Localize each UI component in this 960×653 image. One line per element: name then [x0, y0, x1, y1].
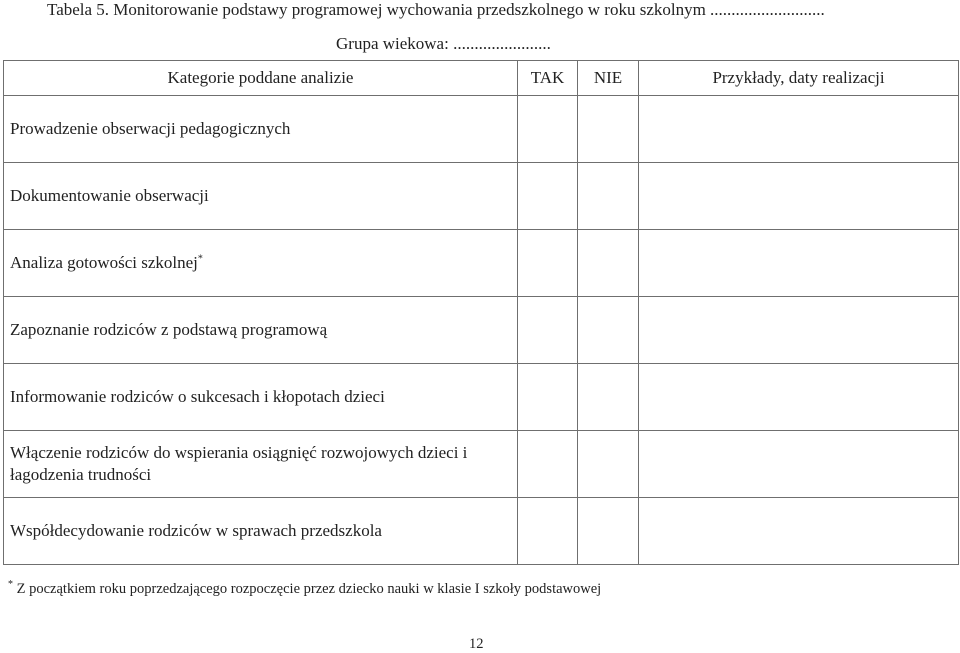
category-cell: [4, 498, 518, 565]
examples-cell[interactable]: [639, 230, 959, 297]
nie-cell[interactable]: [578, 230, 639, 297]
table-header-row: [4, 61, 959, 96]
table-row: [4, 498, 959, 565]
nie-cell[interactable]: [578, 96, 639, 163]
table-row: [4, 297, 959, 364]
category-label: Prowadzenie obserwacji pedagogicznych: [10, 119, 291, 138]
category-label: Analiza gotowości szkolnej: [10, 253, 198, 272]
tak-cell[interactable]: [518, 498, 578, 565]
category-cell: [4, 297, 518, 364]
category-cell: [4, 431, 518, 498]
table-row: [4, 364, 959, 431]
header-categories: Kategorie poddane analizie: [4, 61, 518, 96]
monitoring-table: [3, 60, 959, 565]
footnote: [8, 579, 601, 599]
age-group-label: Grupa wiekowa: .......................: [336, 34, 551, 53]
table-row: [4, 163, 959, 230]
nie-cell[interactable]: [578, 163, 639, 230]
tak-cell[interactable]: [518, 431, 578, 498]
header-nie: NIE: [578, 61, 639, 96]
category-label: Informowanie rodziców o sukcesach i kłopotach dzieci: [10, 387, 385, 406]
examples-cell[interactable]: [639, 96, 959, 163]
table-row: [4, 230, 959, 297]
table-caption: Tabela 5. Monitorowanie podstawy programowej wychowania przedszkolnego w roku szkolnym ...........................: [47, 0, 825, 19]
nie-cell[interactable]: [578, 498, 639, 565]
tak-cell[interactable]: [518, 96, 578, 163]
category-cell: [4, 96, 518, 163]
tak-cell[interactable]: [518, 230, 578, 297]
examples-cell[interactable]: [639, 498, 959, 565]
category-label: Współdecydowanie rodziców w sprawach przedszkola: [10, 521, 382, 540]
tak-cell[interactable]: [518, 297, 578, 364]
tak-cell[interactable]: [518, 163, 578, 230]
nie-cell[interactable]: [578, 364, 639, 431]
examples-cell[interactable]: [639, 163, 959, 230]
footnote-marker: *: [197, 253, 203, 265]
page-number: 12: [469, 636, 484, 652]
category-label: Zapoznanie rodziców z podstawą programową: [10, 320, 328, 339]
nie-cell[interactable]: [578, 297, 639, 364]
category-cell: [4, 364, 518, 431]
footnote-marker: *: [8, 579, 13, 591]
footnote-text: Z początkiem roku poprzedzającego rozpoczęcie przez dziecko nauki w klasie I szkoły podstawowej: [13, 581, 602, 597]
category-cell: [4, 230, 518, 297]
category-label: Dokumentowanie obserwacji: [10, 186, 209, 205]
examples-cell[interactable]: [639, 431, 959, 498]
category-cell: [4, 163, 518, 230]
category-label: Włączenie rodziców do wspierania osiągnięć rozwojowych dzieci i łagodzenia trudności: [10, 443, 468, 484]
header-tak: TAK: [518, 61, 578, 96]
header-examples: Przykłady, daty realizacji: [639, 61, 959, 96]
table-row: [4, 96, 959, 163]
tak-cell[interactable]: [518, 364, 578, 431]
examples-cell[interactable]: [639, 297, 959, 364]
nie-cell[interactable]: [578, 431, 639, 498]
table-row: [4, 431, 959, 498]
examples-cell[interactable]: [639, 364, 959, 431]
